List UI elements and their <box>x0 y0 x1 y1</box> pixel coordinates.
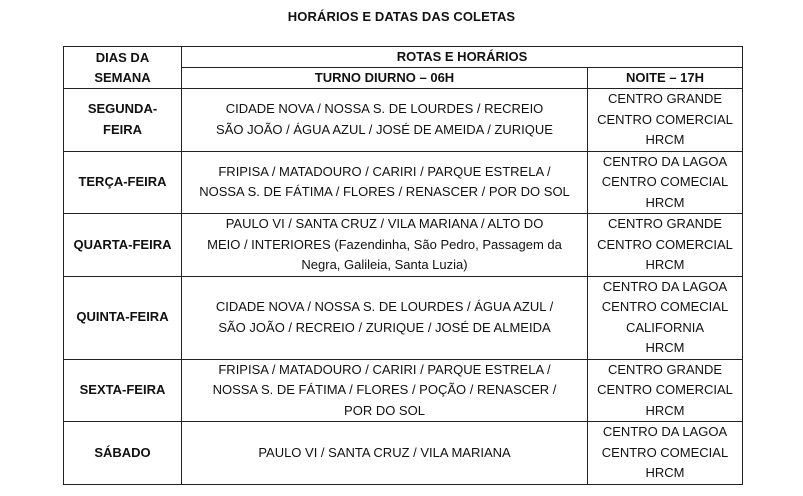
header-row-1 <box>64 47 743 68</box>
night-text: HRCM <box>645 257 685 272</box>
table-row <box>64 422 743 485</box>
route-text: SÃO JOÃO / ÁGUA AZUL / JOSÉ DE AMEIDA / ZURIQUE <box>216 121 553 137</box>
night-text: CENTRO COMERCIAL <box>597 382 733 397</box>
route-cell <box>182 422 588 485</box>
night-text: CENTRO DA LAGOA <box>602 153 728 169</box>
night-cell <box>588 214 743 277</box>
night-text: HRCM <box>645 465 685 480</box>
route-text: FRIPISA / MATADOURO / CARIRI / PARQUE ESTRELA / <box>218 361 551 377</box>
route-text: CIDADE NOVA / NOSSA S. DE LOURDES / ÁGUA AZUL / <box>215 299 554 314</box>
day-cell <box>64 359 182 422</box>
header-night-shift: NOITE – 17H <box>588 68 743 89</box>
night-text: CENTRO GRANDE <box>607 91 723 106</box>
route-text: NOSSA S. DE FÁTIMA / FLORES / POÇÃO / RENASCER / <box>212 382 557 397</box>
day-text: QUARTA-FEIRA <box>73 236 172 252</box>
day-text: FEIRA <box>103 121 142 137</box>
night-cell <box>588 151 743 214</box>
day-cell <box>64 89 182 152</box>
night-text: CENTRO COMECIAL <box>601 299 729 314</box>
table-row <box>64 276 743 359</box>
route-text: POR DO SOL <box>344 402 425 418</box>
night-text: HRCM <box>645 340 685 355</box>
day-text: SEXTA-FEIRA <box>79 382 166 397</box>
day-cell <box>64 151 182 214</box>
route-text: SÃO JOÃO / RECREIO / ZURIQUE / JOSÉ DE ALMEIDA <box>218 319 551 335</box>
route-cell <box>182 151 588 214</box>
night-text: HRCM <box>645 402 685 418</box>
table-row <box>64 359 743 422</box>
header-days-line1: DIAS DA <box>95 49 150 65</box>
night-text: CENTRO DA LAGOA <box>602 424 728 439</box>
collection-schedule-table <box>63 46 743 485</box>
day-cell <box>64 422 182 485</box>
route-text: NOSSA S. DE FÁTIMA / FLORES / RENASCER / POR DO SOL <box>199 184 570 200</box>
route-text: MEIO / INTERIORES (Fazendinha, São Pedro, Passagem da <box>207 236 562 252</box>
document-title: HORÁRIOS E DATAS DAS COLETAS <box>287 9 516 24</box>
night-cell <box>588 276 743 359</box>
day-text: SEGUNDA- <box>87 101 158 117</box>
header-day-shift: TURNO DIURNO – 06H <box>182 68 588 89</box>
night-cell <box>588 422 743 485</box>
table-row <box>64 214 743 277</box>
day-cell <box>64 214 182 277</box>
night-text: HRCM <box>645 132 685 147</box>
night-text: CENTRO GRANDE <box>607 216 723 231</box>
night-cell <box>588 89 743 152</box>
night-text: HRCM <box>645 194 685 210</box>
table-row <box>64 89 743 152</box>
night-text: CENTRO COMECIAL <box>601 174 729 189</box>
night-text: CENTRO COMERCIAL <box>597 111 733 127</box>
day-cell <box>64 276 182 359</box>
night-text: CENTRO GRANDE <box>607 361 723 377</box>
route-text: PAULO VI / SANTA CRUZ / VILA MARIANA <box>258 444 511 460</box>
route-text: FRIPISA / MATADOURO / CARIRI / PARQUE ESTRELA / <box>218 163 551 179</box>
night-text: CALIFORNIA <box>625 319 704 335</box>
route-text: Negra, Galileia, Santa Luzia) <box>301 257 468 272</box>
night-text: CENTRO COMERCIAL <box>597 236 733 252</box>
day-text: SÁBADO <box>94 444 151 460</box>
night-text: CENTRO COMECIAL <box>601 444 729 460</box>
header-days-line2: SEMANA <box>94 69 151 85</box>
header-routes: ROTAS E HORÁRIOS <box>182 47 743 68</box>
route-cell <box>182 359 588 422</box>
route-text: CIDADE NOVA / NOSSA S. DE LOURDES / RECREIO <box>225 101 544 117</box>
header-days <box>64 47 182 89</box>
table-row <box>64 151 743 214</box>
day-text: TERÇA-FEIRA <box>78 174 167 189</box>
day-text: QUINTA-FEIRA <box>76 309 169 325</box>
route-cell <box>182 276 588 359</box>
night-text: CENTRO DA LAGOA <box>602 278 728 294</box>
route-text: PAULO VI / SANTA CRUZ / VILA MARIANA / ALTO DO <box>225 216 544 231</box>
night-cell <box>588 359 743 422</box>
route-cell <box>182 89 588 152</box>
route-cell <box>182 214 588 277</box>
